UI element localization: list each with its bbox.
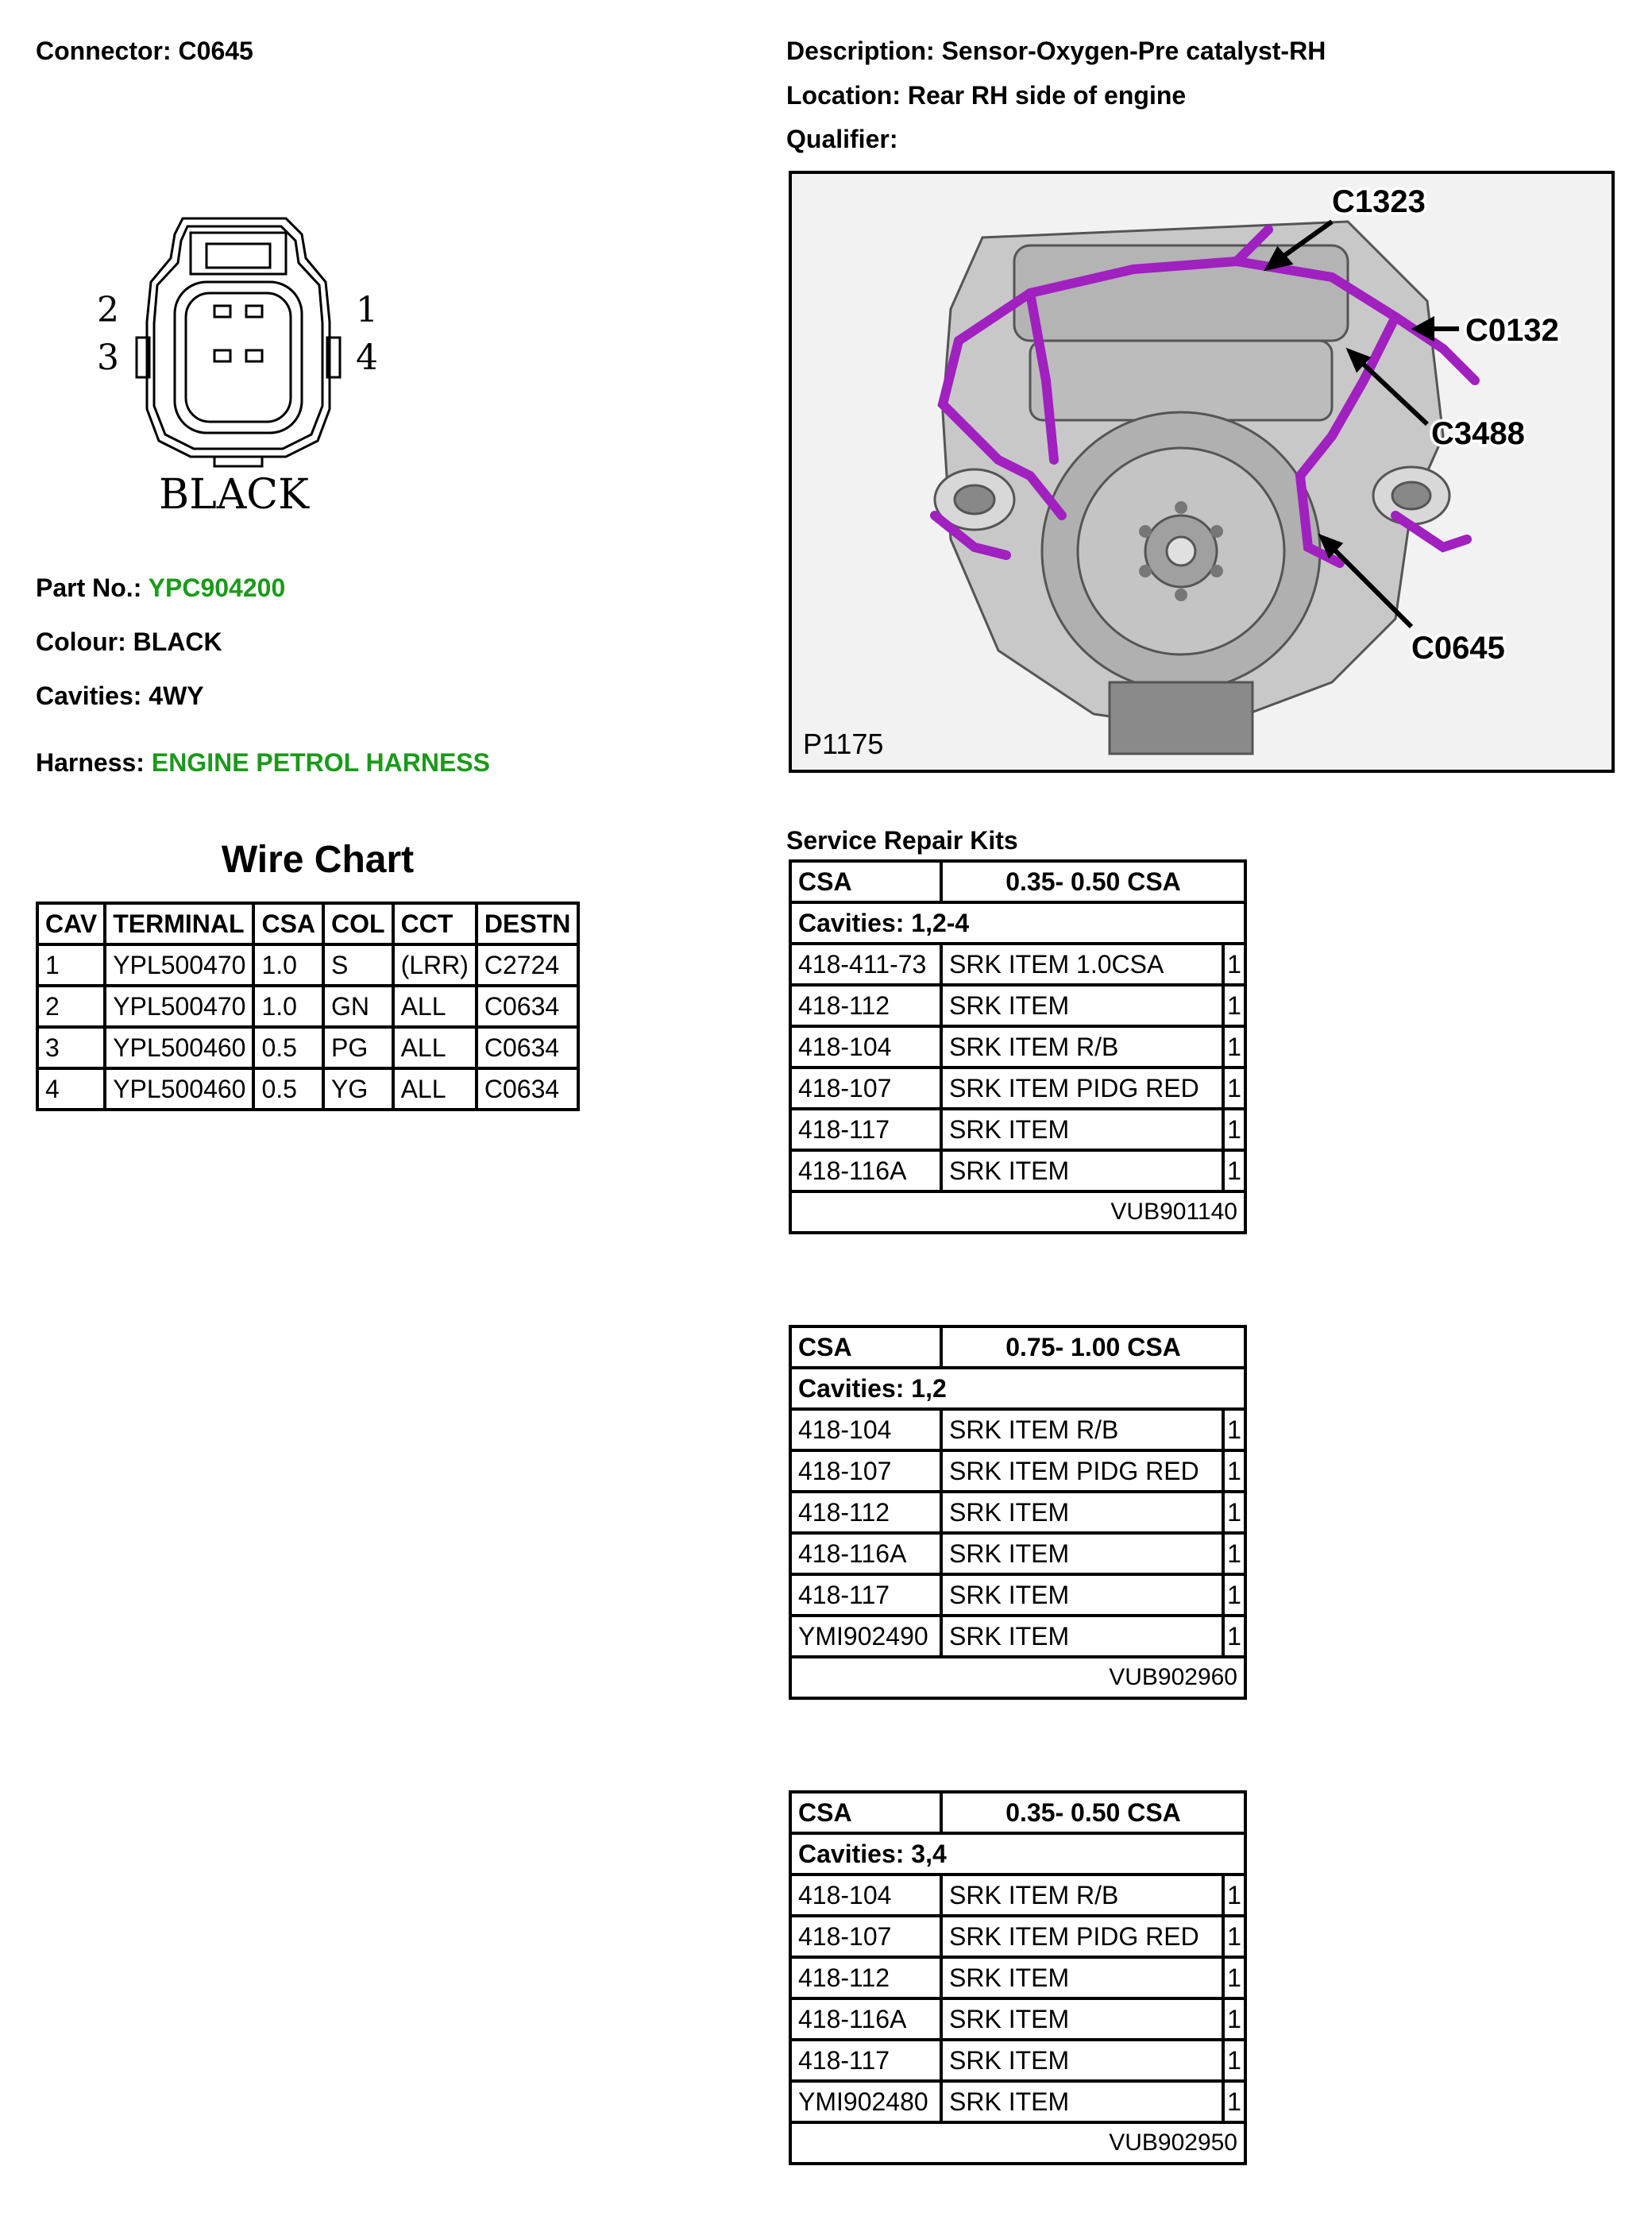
connector-line [36, 35, 253, 67]
pin-label-1: 1 [356, 290, 378, 330]
repair-kit-table [789, 1325, 1247, 1700]
csa-range: 0.75- 1.00 CSA [941, 1326, 1245, 1368]
terminal-cell: YPL500460 [105, 1068, 253, 1110]
part-no-link[interactable]: YPC904200 [148, 573, 286, 602]
table-row [790, 1574, 1245, 1616]
part-no-label: Part No.: [36, 573, 142, 602]
kit-cavities: Cavities: 3,4 [790, 1833, 1245, 1875]
table-row [790, 1533, 1245, 1574]
kit-number: VUB901140 [790, 1191, 1245, 1233]
col-header-col: COL [323, 903, 393, 944]
col-header-terminal: TERMINAL [105, 903, 253, 944]
colour-label: Colour: [36, 627, 126, 656]
item-code: 418-107 [790, 1916, 941, 1957]
qualifier-line [786, 123, 897, 155]
terminal-cell: YPL500460 [105, 1027, 253, 1068]
col-cell: YG [323, 1068, 393, 1110]
item-qty: 1 [1223, 1450, 1245, 1492]
cav-cell: 3 [37, 1027, 105, 1068]
part-no-line [36, 572, 285, 604]
item-code: 418-107 [790, 1450, 941, 1492]
item-code: 418-107 [790, 1068, 941, 1109]
table-row [790, 1026, 1245, 1068]
item-qty: 1 [1223, 1409, 1245, 1450]
table-row [790, 1957, 1245, 1998]
pin-label-2: 2 [97, 290, 119, 330]
item-qty: 1 [1223, 2040, 1245, 2081]
item-code: 418-104 [790, 1026, 941, 1068]
item-code: YMI902480 [790, 2081, 941, 2122]
item-desc: SRK ITEM [941, 1616, 1223, 1657]
item-qty: 1 [1223, 1957, 1245, 1998]
harness-link[interactable]: ENGINE PETROL HARNESS [151, 748, 490, 777]
col-header-destn: DESTN [477, 903, 578, 944]
item-code: 418-117 [790, 1574, 941, 1616]
table-row [790, 2040, 1245, 2081]
item-qty: 1 [1223, 2081, 1245, 2122]
col-cell: PG [323, 1027, 393, 1068]
destn-cell: C0634 [477, 1027, 578, 1068]
engine-location-image [789, 171, 1615, 773]
item-desc: SRK ITEM R/B [941, 1409, 1223, 1450]
item-desc: SRK ITEM PIDG RED [941, 1450, 1223, 1492]
cct-cell: ALL [393, 986, 477, 1027]
pin-label-4: 4 [356, 338, 378, 378]
cavities-value: 4WY [149, 681, 204, 710]
cav-cell: 2 [37, 986, 105, 1027]
wire-chart-header-row [37, 903, 578, 944]
kit-cavities: Cavities: 1,2-4 [790, 902, 1245, 944]
table-row [790, 944, 1245, 985]
location-value: Rear RH side of engine [907, 81, 1187, 110]
table-row [790, 985, 1245, 1026]
wire-chart-title: Wire Chart [221, 839, 415, 881]
qualifier-label: Qualifier: [786, 125, 898, 153]
item-qty: 1 [1223, 1109, 1245, 1150]
table-row [790, 1916, 1245, 1957]
item-qty: 1 [1223, 1916, 1245, 1957]
table-row [790, 1875, 1245, 1916]
csa-cell: 0.5 [253, 1068, 323, 1110]
cct-cell: ALL [393, 1027, 477, 1068]
csa-cell: 1.0 [253, 944, 323, 986]
col-header-csa: CSA [253, 903, 323, 944]
item-desc: SRK ITEM [941, 985, 1223, 1026]
item-qty: 1 [1223, 1068, 1245, 1109]
table-row [37, 944, 578, 986]
location-label: Location: [786, 81, 901, 110]
table-row [790, 1409, 1245, 1450]
terminal-cell: YPL500470 [105, 944, 253, 986]
item-code: 418-116A [790, 1150, 941, 1191]
colour-line [36, 626, 222, 658]
item-desc: SRK ITEM [941, 1998, 1223, 2040]
description-value: Sensor-Oxygen-Pre catalyst-RH [941, 37, 1326, 65]
callout-c1323: C1323 [1332, 184, 1426, 219]
repair-kit-table [789, 1790, 1247, 2165]
table-row [790, 1616, 1245, 1657]
csa-cell: 0.5 [253, 1027, 323, 1068]
engine-illustration [792, 174, 1611, 770]
connector-value: C0645 [178, 37, 253, 65]
item-desc: SRK ITEM [941, 1957, 1223, 1998]
item-desc: SRK ITEM [941, 1574, 1223, 1616]
connector-face-diagram [87, 203, 405, 536]
cavities-label: Cavities: [36, 681, 142, 710]
wire-chart-table [36, 902, 580, 1111]
item-desc: SRK ITEM PIDG RED [941, 1916, 1223, 1957]
destn-cell: C2724 [477, 944, 578, 986]
cav-cell: 4 [37, 1068, 105, 1110]
csa-range: 0.35- 0.50 CSA [941, 861, 1245, 902]
table-row [790, 1492, 1245, 1533]
item-desc: SRK ITEM R/B [941, 1875, 1223, 1916]
table-row [790, 1109, 1245, 1150]
cavities-line [36, 680, 204, 712]
csa-label: CSA [790, 861, 941, 902]
callout-c0645: C0645 [1411, 631, 1505, 666]
col-header-cav: CAV [37, 903, 105, 944]
service-repair-kits-title: Service Repair Kits [786, 826, 1018, 855]
cct-cell: (LRR) [393, 944, 477, 986]
cav-cell: 1 [37, 944, 105, 986]
item-desc: SRK ITEM R/B [941, 1026, 1223, 1068]
item-qty: 1 [1223, 1492, 1245, 1533]
table-row [37, 986, 578, 1027]
item-qty: 1 [1223, 1616, 1245, 1657]
connector-colour-caption: BLACK [159, 471, 309, 519]
table-row [37, 1027, 578, 1068]
callout-c3488: C3488 [1431, 416, 1525, 451]
item-code: 418-112 [790, 1957, 941, 1998]
destn-cell: C0634 [477, 1068, 578, 1110]
item-code: 418-117 [790, 2040, 941, 2081]
item-code: YMI902490 [790, 1616, 941, 1657]
repair-kit-table [789, 859, 1247, 1234]
destn-cell: C0634 [477, 986, 578, 1027]
item-desc: SRK ITEM [941, 2081, 1223, 2122]
item-code: 418-116A [790, 1998, 941, 2040]
description-label: Description: [786, 37, 935, 65]
harness-label: Harness: [36, 748, 145, 777]
pin-label-3: 3 [97, 338, 119, 378]
item-desc: SRK ITEM PIDG RED [941, 1068, 1223, 1109]
item-code: 418-117 [790, 1109, 941, 1150]
item-desc: SRK ITEM [941, 2040, 1223, 2081]
item-desc: SRK ITEM [941, 1109, 1223, 1150]
csa-label: CSA [790, 1326, 941, 1368]
item-code: 418-116A [790, 1533, 941, 1574]
item-qty: 1 [1223, 1026, 1245, 1068]
table-row [37, 1068, 578, 1110]
item-qty: 1 [1223, 1150, 1245, 1191]
harness-line [36, 747, 490, 778]
location-line [786, 79, 1186, 111]
table-row [790, 1068, 1245, 1109]
cct-cell: ALL [393, 1068, 477, 1110]
item-qty: 1 [1223, 1533, 1245, 1574]
item-desc: SRK ITEM [941, 1492, 1223, 1533]
item-desc: SRK ITEM 1.0CSA [941, 944, 1223, 985]
figure-id: P1175 [803, 728, 884, 760]
table-row [790, 1150, 1245, 1191]
table-row [790, 1450, 1245, 1492]
csa-cell: 1.0 [253, 986, 323, 1027]
description-line [786, 35, 1326, 67]
item-qty: 1 [1223, 944, 1245, 985]
item-qty: 1 [1223, 1998, 1245, 2040]
col-cell: GN [323, 986, 393, 1027]
terminal-cell: YPL500470 [105, 986, 253, 1027]
item-code: 418-112 [790, 985, 941, 1026]
table-row [790, 2081, 1245, 2122]
item-desc: SRK ITEM [941, 1533, 1223, 1574]
item-qty: 1 [1223, 1875, 1245, 1916]
item-desc: SRK ITEM [941, 1150, 1223, 1191]
kit-number: VUB902950 [790, 2122, 1245, 2164]
item-qty: 1 [1223, 985, 1245, 1026]
csa-label: CSA [790, 1792, 941, 1833]
col-cell: S [323, 944, 393, 986]
csa-range: 0.35- 0.50 CSA [941, 1792, 1245, 1833]
callout-c0132: C0132 [1465, 313, 1559, 348]
col-header-cct: CCT [393, 903, 477, 944]
item-code: 418-112 [790, 1492, 941, 1533]
table-row [790, 1998, 1245, 2040]
item-code: 418-411-73 [790, 944, 941, 985]
kit-number: VUB902960 [790, 1657, 1245, 1698]
kit-cavities: Cavities: 1,2 [790, 1368, 1245, 1409]
item-code: 418-104 [790, 1409, 941, 1450]
item-code: 418-104 [790, 1875, 941, 1916]
item-qty: 1 [1223, 1574, 1245, 1616]
connector-label: Connector: [36, 37, 172, 65]
colour-value: BLACK [133, 627, 222, 656]
